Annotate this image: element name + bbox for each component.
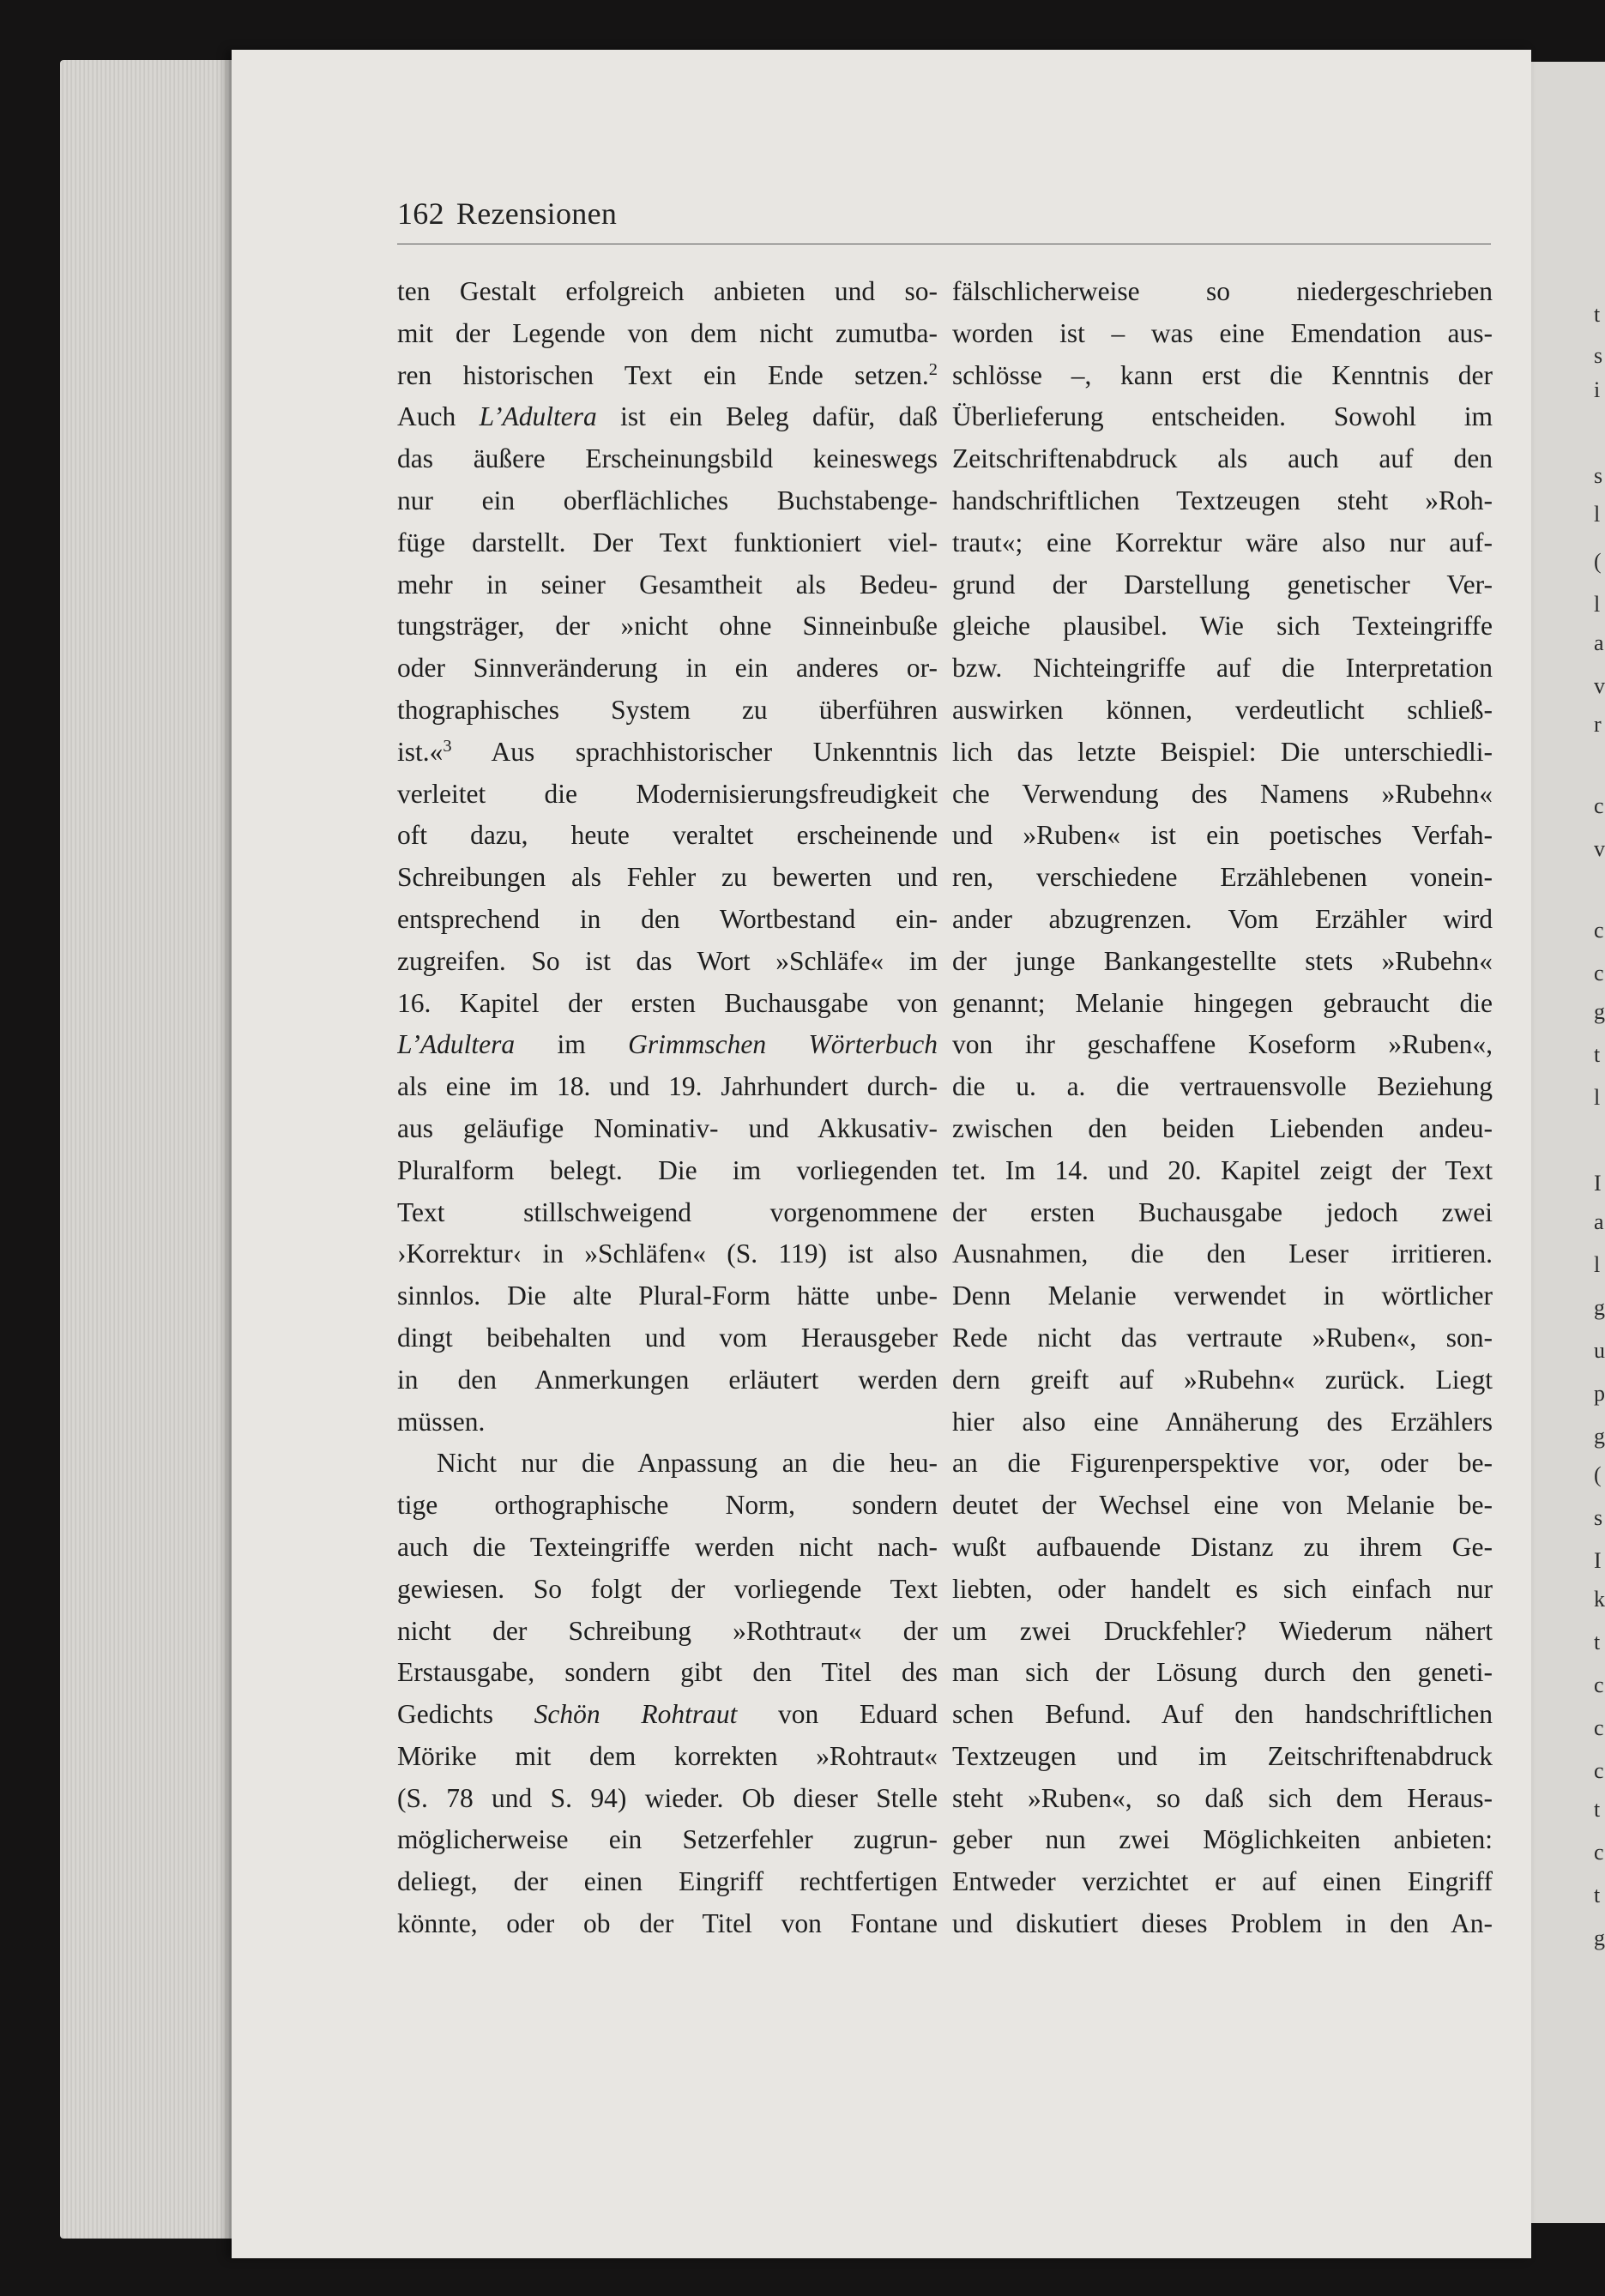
text-segment: ander abzugrenzen. Vom Erzähler wird: [952, 903, 1493, 934]
text-segment: Gedichts: [397, 1699, 534, 1730]
text-line: [952, 1778, 1493, 1820]
text-segment: Erstausgabe, sondern gibt den Titel des: [397, 1657, 938, 1688]
text-segment: tige orthographische Norm, sondern: [397, 1490, 938, 1521]
text-line: [952, 564, 1493, 606]
text-line: [952, 1108, 1493, 1150]
text-segment: genannt; Melanie hingegen gebraucht die: [952, 987, 1493, 1018]
text-line: [397, 983, 938, 1025]
adjacent-page-letter: s: [1594, 1505, 1603, 1530]
text-segment: tet. Im 14. und 20. Kapitel zeigt der Text: [952, 1154, 1493, 1185]
text-segment: fälschlicherweise so niedergeschrieben: [952, 276, 1493, 306]
adjacent-page-letter: l: [1594, 1252, 1601, 1277]
italic-title: Schön Rohtraut: [534, 1699, 738, 1730]
text-segment: che Verwendung des Namens »Rubehn«: [952, 778, 1493, 809]
text-line: [952, 1150, 1493, 1192]
text-line: [397, 396, 938, 438]
text-segment: sinnlos. Die alte Plural-Form hätte unbe-: [397, 1281, 938, 1311]
text-segment: von ihr geschaffene Koseform »Ruben«,: [952, 1029, 1493, 1060]
text-line: [952, 857, 1493, 899]
text-segment: ist.«: [397, 736, 443, 767]
text-segment: schlösse –, kann erst die Kenntnis der: [952, 359, 1493, 390]
text-segment: grund der Darstellung genetischer Ver-: [952, 569, 1493, 600]
text-line: [952, 983, 1493, 1025]
text-line: [397, 1150, 938, 1192]
text-line: [952, 1317, 1493, 1359]
text-segment: auch die Texteingriffe werden nicht nach-: [397, 1531, 938, 1562]
text-line: [397, 1736, 938, 1778]
text-line: [397, 1778, 938, 1820]
text-segment: deliegt, der einen Eingriff rechtfertigen: [397, 1866, 938, 1897]
text-segment: bzw. Nichteingriffe auf die Interpretation: [952, 653, 1493, 684]
text-segment: Zeitschriftenabdruck als auch auf den: [952, 443, 1493, 474]
italic-title: Grimmschen Wörterbuch: [628, 1029, 938, 1060]
text-segment: um zwei Druckfehler? Wiederum nähert: [952, 1615, 1493, 1646]
adjacent-page-letter: r: [1594, 712, 1602, 737]
adjacent-page-letter: s: [1594, 343, 1603, 368]
text-segment: ist ein Beleg dafür, daß: [596, 401, 938, 432]
adjacent-page-letter: g: [1594, 1424, 1605, 1449]
text-segment: oder Sinnveränderung in ein anderes or-: [397, 653, 938, 684]
text-segment: zugreifen. So ist das Wort »Schläfe« im: [397, 945, 938, 976]
text-segment: thographisches System zu überführen: [397, 694, 938, 725]
text-segment: gleiche plausibel. Wie sich Texteingriffe: [952, 611, 1493, 642]
text-line: [397, 899, 938, 941]
text-segment: gewiesen. So folgt der vorliegende Text: [397, 1573, 938, 1604]
adjacent-page-letter: I: [1594, 1171, 1602, 1196]
adjacent-page-letter: c: [1594, 793, 1604, 818]
text-segment: an die Figurenperspektive vor, oder be-: [952, 1448, 1493, 1479]
text-line: [952, 1569, 1493, 1611]
text-line: [952, 313, 1493, 355]
text-segment: aus geläufige Nominativ- und Akkusativ-: [397, 1112, 938, 1143]
text-segment: ten Gestalt erfolgreich anbieten und so-: [397, 276, 938, 306]
text-segment: ren historischen Text ein Ende setzen.: [397, 359, 929, 390]
text-segment: man sich der Lösung durch den geneti-: [952, 1657, 1493, 1688]
text-segment: verleitet die Modernisierungsfreudigkeit: [397, 778, 938, 809]
text-line: [952, 271, 1493, 313]
page-number: 162: [397, 196, 444, 231]
text-line: [397, 1861, 938, 1903]
adjacent-page-letter: (: [1594, 1462, 1602, 1487]
text-segment: von Eduard: [737, 1699, 938, 1730]
text-line: [952, 1903, 1493, 1945]
text-line: [952, 815, 1493, 857]
text-segment: Rede nicht das vertraute »Ruben«, son-: [952, 1322, 1493, 1353]
adjacent-page-letter: l: [1594, 502, 1601, 527]
text-segment: nur ein oberflächliches Buchstabenge-: [397, 485, 938, 515]
text-line: [952, 480, 1493, 522]
text-line: [952, 1611, 1493, 1653]
text-line: [397, 1359, 938, 1401]
text-segment: Mörike mit dem korrekten »Rohtraut«: [397, 1740, 938, 1771]
text-segment: die u. a. die vertrauensvolle Beziehung: [952, 1071, 1493, 1102]
adjacent-page-letter: t: [1594, 1797, 1601, 1822]
text-line: [952, 1819, 1493, 1861]
adjacent-page-letter: c: [1594, 918, 1604, 943]
text-line: [397, 1694, 938, 1736]
text-line: [952, 1527, 1493, 1569]
text-segment: auswirken können, verdeutlicht schließ-: [952, 694, 1493, 725]
adjacent-page-letter: t: [1594, 1630, 1601, 1654]
adjacent-page-letter: k: [1594, 1587, 1605, 1612]
text-line: [397, 438, 938, 480]
text-line: [952, 438, 1493, 480]
text-line: [952, 1652, 1493, 1694]
adjacent-page-letter: g: [1594, 1925, 1605, 1950]
adjacent-page-letter: t: [1594, 302, 1601, 327]
text-segment: (S. 78 und S. 94) wieder. Ob dieser Stelle: [397, 1782, 938, 1813]
italic-title: L’Adultera: [397, 1029, 516, 1060]
text-segment: der ersten Buchausgabe jedoch zwei: [952, 1196, 1493, 1227]
text-segment: nicht der Schreibung »Rothtraut« der: [397, 1615, 938, 1646]
text-line: [397, 1108, 938, 1150]
text-segment: und »Ruben« ist ein poetisches Verfah-: [952, 820, 1493, 851]
text-segment: oft dazu, heute veraltet erscheinende: [397, 820, 938, 851]
text-line: [397, 774, 938, 816]
text-line: [397, 522, 938, 564]
text-segment: lich das letzte Beispiel: Die unterschiedli-: [952, 736, 1493, 767]
text-line: [952, 1736, 1493, 1778]
adjacent-page-letter: t: [1594, 1042, 1601, 1067]
text-line: [952, 522, 1493, 564]
text-line: [952, 1401, 1493, 1443]
text-segment: Ausnahmen, die den Leser irritieren.: [952, 1238, 1493, 1269]
text-line: [397, 1903, 938, 1945]
footnote-marker: 3: [443, 736, 452, 756]
text-line: [397, 1443, 938, 1485]
text-line: [397, 606, 938, 648]
adjacent-page-letter: l: [1594, 592, 1601, 617]
adjacent-page-letter: c: [1594, 1758, 1604, 1783]
adjacent-page-letter: a: [1594, 1209, 1604, 1234]
text-line: [397, 732, 938, 774]
text-segment: ren, verschiedene Erzählebenen vonein-: [952, 862, 1493, 893]
adjacent-page-letter: p: [1594, 1381, 1605, 1406]
adjacent-page-letter: c: [1594, 1715, 1604, 1740]
text-segment: Aus sprachhistorischer Unkenntnis: [451, 736, 938, 767]
text-line: [397, 1275, 938, 1317]
text-line: [397, 1611, 938, 1653]
text-line: [397, 1527, 938, 1569]
text-line: [952, 1233, 1493, 1275]
text-line: [397, 480, 938, 522]
text-line: [397, 355, 938, 397]
text-line: [397, 1485, 938, 1527]
text-line: [397, 271, 938, 313]
text-segment: möglicherweise ein Setzerfehler zugrun-: [397, 1824, 938, 1855]
text-line: [952, 1443, 1493, 1485]
adjacent-page-letter: c: [1594, 1840, 1604, 1865]
text-line: [397, 1819, 938, 1861]
text-line: [952, 1694, 1493, 1736]
text-line: [952, 774, 1493, 816]
text-segment: mehr in seiner Gesamtheit als Bedeu-: [397, 569, 938, 600]
text-line: [397, 690, 938, 732]
text-line: [397, 648, 938, 690]
text-line: [397, 1652, 938, 1694]
text-segment: deutet der Wechsel eine von Melanie be-: [952, 1490, 1493, 1521]
text-segment: dern greift auf »Rubehn« zurück. Liegt: [952, 1364, 1493, 1395]
running-header: [397, 196, 617, 232]
text-segment: im: [515, 1029, 629, 1060]
text-column-right: [952, 271, 1493, 1945]
text-line: [397, 1024, 938, 1066]
text-segment: dingt beibehalten und vom Herausgeber: [397, 1322, 938, 1353]
text-line: [397, 941, 938, 983]
text-segment: worden ist – was eine Emendation aus-: [952, 317, 1493, 348]
text-segment: müssen.: [397, 1406, 486, 1437]
text-line: [397, 564, 938, 606]
text-segment: schen Befund. Auf den handschriftlichen: [952, 1699, 1493, 1730]
text-segment: ›Korrektur‹ in »Schläfen« (S. 119) ist also: [397, 1238, 938, 1269]
adjacent-page-letter: (: [1594, 549, 1602, 574]
text-segment: Text stillschweigend vorgenommene: [397, 1196, 938, 1227]
adjacent-page-letter: u: [1594, 1338, 1605, 1363]
text-line: [397, 1317, 938, 1359]
adjacent-page-letter: c: [1594, 961, 1604, 985]
text-segment: Nicht nur die Anpassung an die heu-: [437, 1448, 938, 1479]
text-line: [952, 690, 1493, 732]
text-segment: mit der Legende von dem nicht zumutba-: [397, 317, 938, 348]
text-segment: zwischen den beiden Liebenden andeu-: [952, 1112, 1493, 1143]
text-line: [952, 606, 1493, 648]
text-line: [952, 1024, 1493, 1066]
text-line: [397, 1401, 938, 1443]
text-segment: in den Anmerkungen erläutert werden: [397, 1364, 938, 1395]
adjacent-page-letter: s: [1594, 463, 1603, 488]
text-segment: der junge Bankangestellte stets »Rubehn«: [952, 945, 1493, 976]
text-segment: traut«; eine Korrektur wäre also nur auf-: [952, 527, 1493, 557]
adjacent-page-letter: v: [1594, 836, 1605, 861]
text-segment: das äußere Erscheinungsbild keineswegs: [397, 443, 938, 474]
text-line: [952, 648, 1493, 690]
adjacent-page-letter: g: [1594, 1295, 1605, 1320]
text-line: [397, 815, 938, 857]
text-segment: könnte, oder ob der Titel von Fontane: [397, 1908, 938, 1939]
text-segment: Auch: [397, 401, 480, 432]
adjacent-page-letter: I: [1594, 1548, 1602, 1573]
text-segment: entsprechend in den Wortbestand ein-: [397, 903, 938, 934]
adjacent-page-letter: c: [1594, 1672, 1604, 1697]
text-line: [952, 1359, 1493, 1401]
text-line: [397, 1192, 938, 1234]
text-line: [952, 396, 1493, 438]
text-line: [952, 732, 1493, 774]
text-line: [952, 1066, 1493, 1108]
text-segment: Pluralform belegt. Die im vorliegenden: [397, 1154, 938, 1185]
italic-title: L’Adultera: [479, 401, 597, 432]
text-segment: Entweder verzichtet er auf einen Eingriff: [952, 1866, 1493, 1897]
text-line: [397, 1569, 938, 1611]
adjacent-page-letter: i: [1594, 377, 1601, 402]
text-line: [397, 1066, 938, 1108]
adjacent-page-letter: t: [1594, 1883, 1601, 1907]
text-line: [952, 1861, 1493, 1903]
text-segment: Textzeugen und im Zeitschriftenabdruck: [952, 1740, 1493, 1771]
text-line: [952, 1485, 1493, 1527]
text-segment: wußt aufbauende Distanz zu ihrem Ge-: [952, 1531, 1493, 1562]
text-segment: 16. Kapitel der ersten Buchausgabe von: [397, 987, 938, 1018]
text-segment: tungsträger, der »nicht ohne Sinneinbuße: [397, 611, 938, 642]
text-segment: Schreibungen als Fehler zu bewerten und: [397, 862, 938, 893]
adjacent-page-letter: g: [1594, 999, 1605, 1024]
adjacent-page-letter: v: [1594, 673, 1605, 698]
text-line: [397, 857, 938, 899]
adjacent-page-letter: a: [1594, 630, 1604, 655]
text-line: [952, 1192, 1493, 1234]
text-segment: steht »Ruben«, so daß sich dem Heraus-: [952, 1782, 1493, 1813]
text-column-left: [397, 271, 938, 1945]
text-line: [952, 355, 1493, 397]
text-segment: Denn Melanie verwendet in wörtlicher: [952, 1281, 1493, 1311]
text-line: [397, 1233, 938, 1275]
text-segment: liebten, oder handelt es sich einfach nur: [952, 1573, 1493, 1604]
text-segment: als eine im 18. und 19. Jahrhundert durch-: [397, 1071, 938, 1102]
text-segment: handschriftlichen Textzeugen steht »Roh-: [952, 485, 1493, 515]
section-title: Rezensionen: [456, 196, 618, 231]
text-line: [952, 941, 1493, 983]
text-segment: und diskutiert dieses Problem in den An-: [952, 1908, 1493, 1939]
footnote-marker: 2: [928, 359, 938, 379]
text-line: [952, 899, 1493, 941]
text-segment: Überlieferung entscheiden. Sowohl im: [952, 401, 1493, 432]
adjacent-page-letter: l: [1594, 1085, 1601, 1110]
text-line: [952, 1275, 1493, 1317]
text-line: [397, 313, 938, 355]
text-segment: geber nun zwei Möglichkeiten anbieten:: [952, 1824, 1493, 1855]
text-segment: füge darstellt. Der Text funktioniert viel-: [397, 527, 938, 557]
text-segment: hier also eine Annäherung des Erzählers: [952, 1406, 1493, 1437]
